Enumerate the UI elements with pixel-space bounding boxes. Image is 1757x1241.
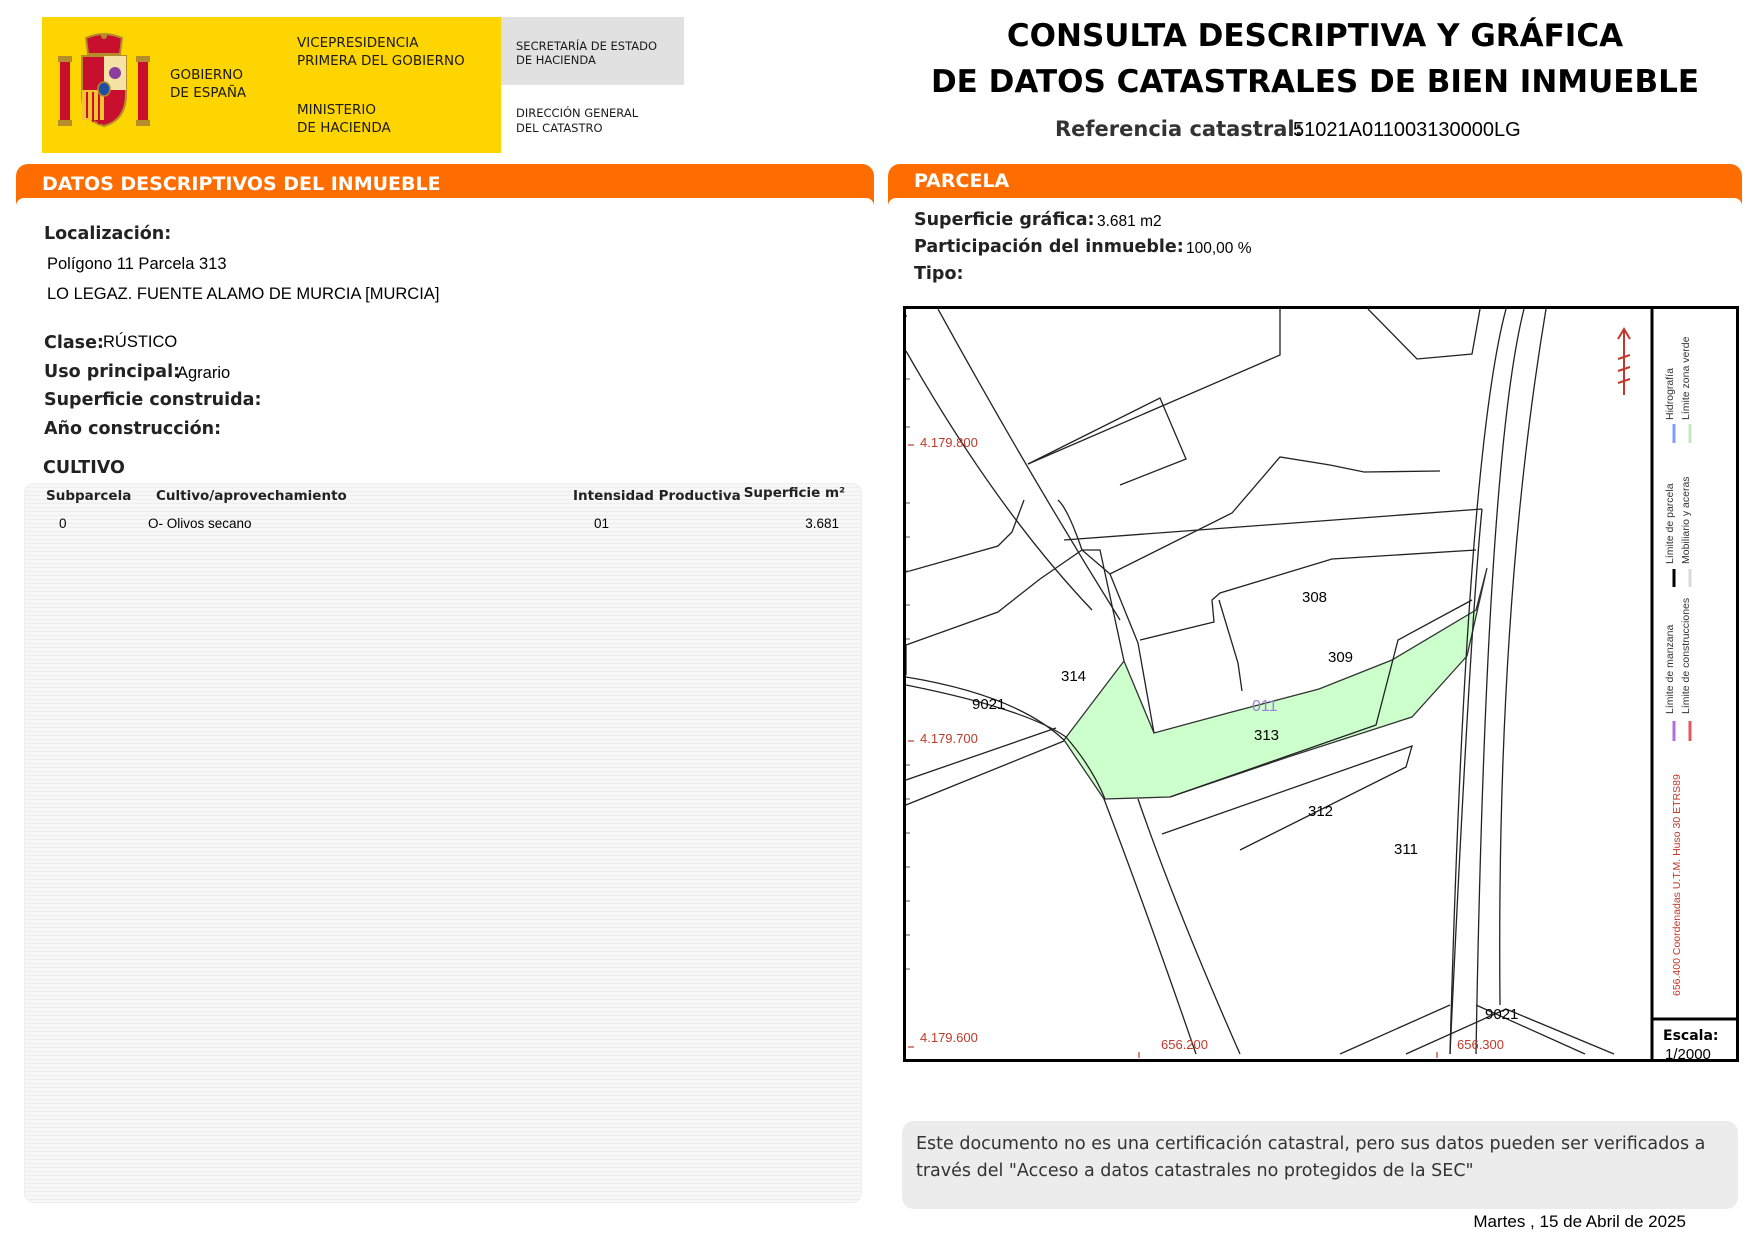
coord-y-4179600: 4.179.600 <box>920 1030 978 1045</box>
coat-of-arms-icon <box>56 32 152 132</box>
superficie-grafica-value: 3.681 m2 <box>1097 213 1162 230</box>
parcel-label-314: 314 <box>1061 668 1087 685</box>
logo-direccion-line2: DEL CATASTRO <box>516 121 603 135</box>
page-title-line2: DE DATOS CATASTRALES DE BIEN INMUEBLE <box>930 64 1700 100</box>
localizacion-line2: LO LEGAZ. FUENTE ALAMO DE MURCIA [MURCIA] <box>47 285 440 303</box>
coord-y-4179800: 4.179.800 <box>920 435 978 450</box>
escala-label: Escala: <box>1663 1028 1719 1044</box>
legend-limite-manzana: Límite de manzana <box>1664 624 1676 714</box>
coord-x-656300: 656.300 <box>1457 1037 1504 1052</box>
logo-vice-line1: VICEPRESIDENCIA <box>297 35 419 51</box>
logo-ministerio-line2: DE HACIENDA <box>297 120 391 136</box>
legend-limite-parcela: Límite de parcela <box>1664 483 1676 564</box>
logo-vice-line2: PRIMERA DEL GOBIERNO <box>297 53 465 69</box>
anio-construccion-label: Año construcción: <box>44 419 222 439</box>
td-subparcela: 0 <box>59 516 67 531</box>
localizacion-label: Localización: <box>44 224 172 244</box>
logo-secretaria-line1: SECRETARÍA DE ESTADO <box>516 39 658 53</box>
td-cultivo: O- Olivos secano <box>148 516 252 531</box>
disclaimer-note <box>902 1121 1738 1209</box>
cultivo-table <box>24 483 862 1203</box>
parcel-label-313: 313 <box>1254 727 1280 744</box>
document-date: Martes , 15 de Abril de 2025 <box>1473 1212 1686 1231</box>
uso-principal-label: Uso principal: <box>44 362 181 382</box>
th-cultivo: Cultivo/aprovechamiento <box>156 488 347 504</box>
section-bar-parcela <box>888 164 1742 206</box>
parcel-label-312: 312 <box>1308 803 1334 820</box>
logo-gobierno-line1: GOBIERNO <box>170 67 243 83</box>
participacion-value: 100,00 % <box>1186 240 1252 257</box>
cadastral-map <box>906 309 1736 1059</box>
legend-limite-construcciones: Límite de construcciones <box>1680 597 1692 714</box>
escala-value: 1/2000 <box>1665 1046 1711 1063</box>
superficie-construida-label: Superficie construida: <box>44 390 262 410</box>
legend-hidrografia: Hidrografía <box>1664 368 1676 420</box>
logo-direccion-line1: DIRECCIÓN GENERAL <box>516 106 639 120</box>
legend-mobiliario-aceras: Mobiliario y aceras <box>1680 476 1692 564</box>
coord-y-4179700: 4.179.700 <box>920 731 978 746</box>
clase-value: RÚSTICO <box>103 333 178 351</box>
parcel-label-308: 308 <box>1302 589 1328 606</box>
participacion-label: Participación del inmueble: <box>914 237 1184 257</box>
page-title-line1: CONSULTA DESCRIPTIVA Y GRÁFICA <box>1006 18 1624 54</box>
logo-ministerio-line1: MINISTERIO <box>297 102 377 118</box>
th-superficie: Superficie m² <box>743 485 845 501</box>
section-title-descriptivos: DATOS DESCRIPTIVOS DEL INMUEBLE <box>42 173 441 195</box>
coord-x-656200: 656.200 <box>1161 1037 1208 1052</box>
disclaimer-text: Este documento no es una certificación catastral, pero sus datos pueden ser verificados a través del "Acceso a datos catastrales no protegidos de la SEC" <box>916 1134 1706 1181</box>
parcel-label-9021-bottom: 9021 <box>1485 1006 1519 1023</box>
parcel-label-9021-left: 9021 <box>972 696 1006 713</box>
tipo-label: Tipo: <box>914 264 964 284</box>
subparcel-label-011: 011 <box>1252 698 1278 715</box>
logo-secretaria-line2: DE HACIENDA <box>516 53 596 67</box>
td-superficie: 3.681 <box>805 516 839 531</box>
localizacion-line1: Polígono 11 Parcela 313 <box>47 255 227 273</box>
superficie-grafica-label: Superficie gráfica: <box>914 210 1095 230</box>
parcel-label-311: 311 <box>1394 841 1418 858</box>
uso-principal-value: Agrario <box>177 364 231 382</box>
td-intensidad: 01 <box>594 516 610 531</box>
north-arrow-icon <box>1618 329 1630 395</box>
referencia-value: 51021A011003130000LG <box>1293 119 1521 141</box>
crs-text: 656.400 Coordenadas U.T.M. Huso 30 ETRS89 <box>1671 774 1683 996</box>
th-subparcela: Subparcela <box>46 488 132 504</box>
selected-parcel-313 <box>1064 568 1487 799</box>
cultivo-title: CULTIVO <box>43 458 125 478</box>
legend-limite-zona-verde: Límite zona verde <box>1680 336 1692 420</box>
parcel-label-309: 309 <box>1328 649 1354 666</box>
section-bar-descriptivos <box>16 164 874 206</box>
th-intensidad: Intensidad Productiva <box>573 488 741 504</box>
logo-gobierno-line2: DE ESPAÑA <box>170 85 247 101</box>
referencia-label: Referencia catastral: <box>1055 117 1303 141</box>
section-title-parcela: PARCELA <box>914 170 1010 192</box>
clase-label: Clase: <box>44 333 104 353</box>
